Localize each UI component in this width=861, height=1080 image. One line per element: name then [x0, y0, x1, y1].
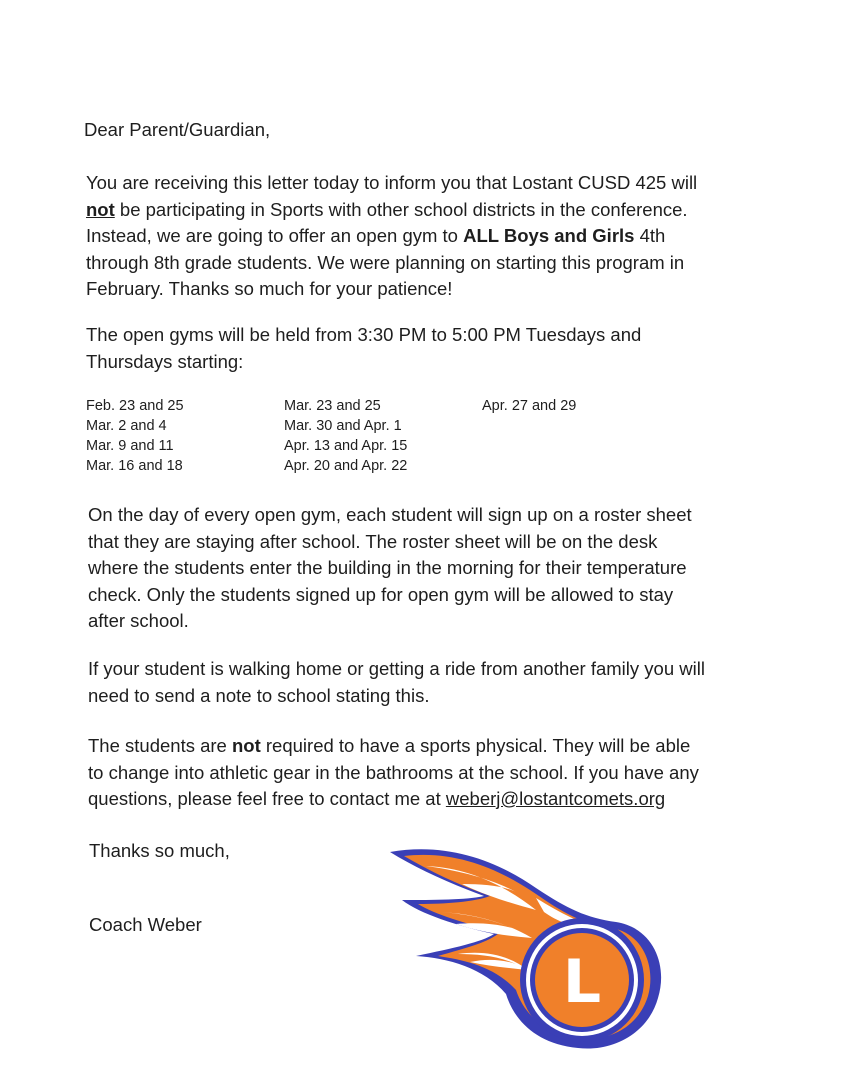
paragraph-physical	[88, 733, 699, 813]
dates-column-3	[482, 396, 576, 416]
physical-line-1-b: required to have a sports physical. They will be able	[260, 735, 691, 756]
roster-line-3: where the students enter the building in the morning for their temperature	[88, 557, 687, 578]
physical-line-1-a: The students are	[88, 735, 232, 756]
date-item: Mar. 16 and 18	[86, 458, 183, 474]
intro-line-3-b: 4th	[634, 225, 666, 246]
all-boys-girls-emphasis: ALL Boys and Girls	[463, 225, 635, 246]
intro-line-1: You are receiving this letter today to inform you that Lostant CUSD 425 will	[86, 172, 698, 193]
paragraph-schedule	[86, 322, 641, 375]
date-item: Apr. 13 and Apr. 15	[284, 438, 408, 454]
physical-line-1	[88, 733, 699, 760]
intro-line-2-rest: be participating in Sports with other school districts in the conference.	[114, 198, 688, 220]
date-item: Mar. 2 and 4	[86, 418, 167, 434]
paragraph-roster	[88, 502, 692, 635]
schedule-line-2: Thursdays starting:	[86, 350, 244, 372]
email-link[interactable]: weberj@lostantcomets.org	[445, 788, 666, 809]
transport-line-2: need to send a note to school stating this.	[88, 684, 430, 706]
date-item: Mar. 23 and 25	[284, 398, 381, 414]
roster-line-2: that they are staying after school. The roster sheet will be on the desk	[88, 530, 658, 552]
closing: Thanks so much,	[89, 840, 230, 861]
roster-line-1: On the day of every open gym, each student will sign up on a roster sheet	[88, 504, 692, 525]
greeting: Dear Parent/Guardian,	[84, 119, 271, 140]
paragraph-intro	[86, 170, 697, 303]
transport-line-1: If your student is walking home or getting a ride from another family you will	[88, 658, 705, 679]
roster-line-5: after school.	[88, 610, 189, 631]
intro-line-5: February. Thanks so much for your patience!	[86, 278, 453, 299]
intro-line-4: through 8th grade students. We were planning on starting this program in	[86, 251, 685, 273]
schedule-line-1: The open gyms will be held from 3:30 PM to 5:00 PM Tuesdays and	[86, 324, 642, 345]
paragraph-transport	[88, 656, 705, 709]
signature: Coach Weber	[89, 914, 202, 935]
date-item: Mar. 9 and 11	[86, 438, 174, 454]
dates-column-2	[284, 396, 407, 476]
not-required-emphasis: not	[231, 735, 261, 756]
date-item: Apr. 27 and 29	[482, 398, 577, 414]
not-emphasis: not	[86, 198, 115, 220]
intro-line-3	[86, 223, 697, 250]
physical-line-3	[88, 786, 699, 813]
flaming-comet-logo-icon	[386, 838, 676, 1058]
intro-line-2	[86, 197, 697, 224]
date-item: Mar. 30 and Apr. 1	[284, 418, 402, 434]
logo-letter: L	[562, 947, 602, 1017]
intro-line-3-a: Instead, we are going to offer an open gym to	[86, 225, 464, 246]
date-item: Feb. 23 and 25	[86, 398, 184, 414]
date-item: Apr. 20 and Apr. 22	[284, 458, 408, 474]
dates-column-1	[86, 396, 184, 476]
physical-line-2: to change into athletic gear in the bathrooms at the school. If you have any	[88, 761, 699, 783]
roster-line-4: check. Only the students signed up for open gym will be allowed to stay	[88, 583, 674, 605]
physical-line-3-a: questions, please feel free to contact me at	[88, 788, 446, 809]
